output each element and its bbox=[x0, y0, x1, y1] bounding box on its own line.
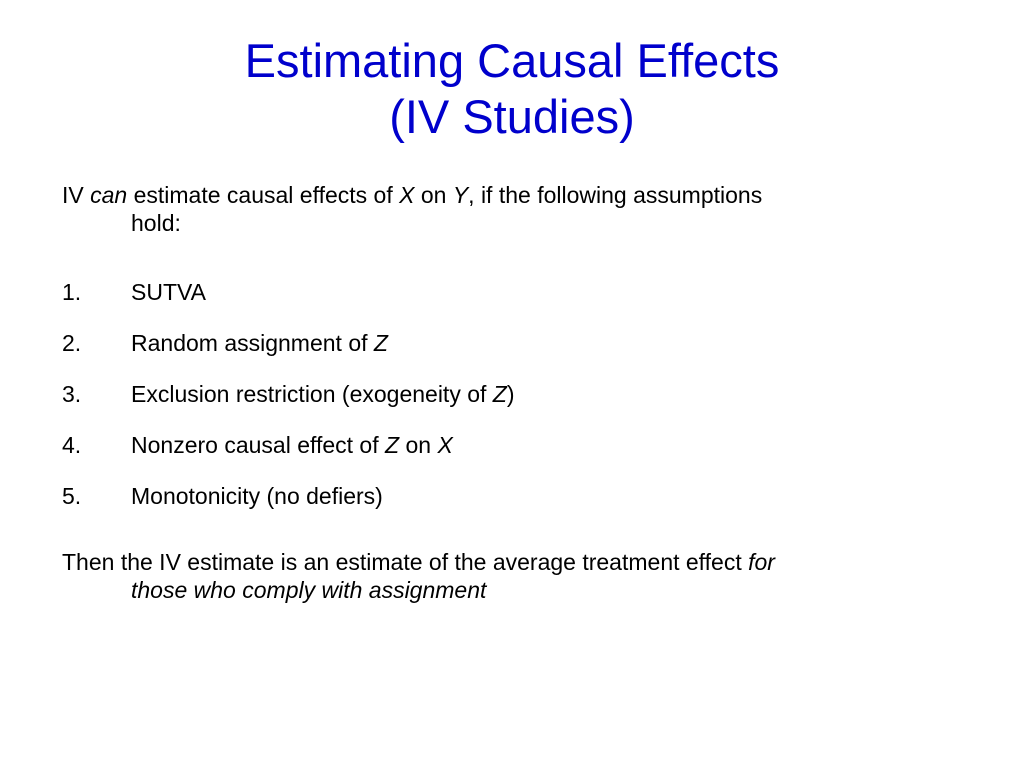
list-text: Monotonicity (no defiers) bbox=[131, 483, 383, 509]
title-line-1: Estimating Causal Effects bbox=[244, 34, 780, 87]
list-var: Z bbox=[492, 381, 507, 407]
slide-title bbox=[0, 33, 1024, 145]
title-line-2: (IV Studies) bbox=[389, 90, 635, 143]
intro-paragraph bbox=[62, 181, 962, 237]
list-item bbox=[62, 379, 962, 430]
intro-text-3: on bbox=[414, 182, 453, 208]
list-var-2: X bbox=[437, 432, 453, 458]
list-item bbox=[62, 430, 962, 481]
list-text: Random assignment of bbox=[131, 330, 374, 356]
intro-text-1: IV bbox=[62, 182, 91, 208]
list-number: 2. bbox=[62, 330, 82, 356]
list-text: SUTVA bbox=[131, 279, 206, 305]
list-var: Z bbox=[373, 330, 388, 356]
intro-var-x: X bbox=[399, 182, 415, 208]
list-number: 3. bbox=[62, 381, 82, 407]
list-tail: on bbox=[399, 432, 438, 458]
list-number: 1. bbox=[62, 279, 82, 305]
intro-can: can bbox=[90, 182, 128, 208]
intro-text-2: estimate causal effects of bbox=[127, 182, 400, 208]
intro-text-5: hold: bbox=[131, 210, 181, 236]
list-tail: ) bbox=[506, 381, 515, 407]
conclusion-italic-2: those who comply with assignment bbox=[131, 577, 487, 603]
list-number: 5. bbox=[62, 483, 82, 509]
intro-text-4: , if the following assumptions bbox=[468, 182, 763, 208]
list-item bbox=[62, 481, 962, 532]
list-text: Nonzero causal effect of bbox=[131, 432, 385, 458]
assumption-list bbox=[62, 277, 962, 532]
list-item bbox=[62, 328, 962, 379]
list-number: 4. bbox=[62, 432, 82, 458]
conclusion-italic-1: for bbox=[748, 549, 775, 575]
intro-var-y: Y bbox=[452, 182, 469, 208]
list-text: Exclusion restriction (exogeneity of bbox=[131, 381, 493, 407]
list-var: Z bbox=[385, 432, 400, 458]
conclusion-paragraph bbox=[62, 548, 962, 604]
conclusion-text: Then the IV estimate is an estimate of the average treatment effect bbox=[62, 549, 749, 575]
list-item bbox=[62, 277, 962, 328]
